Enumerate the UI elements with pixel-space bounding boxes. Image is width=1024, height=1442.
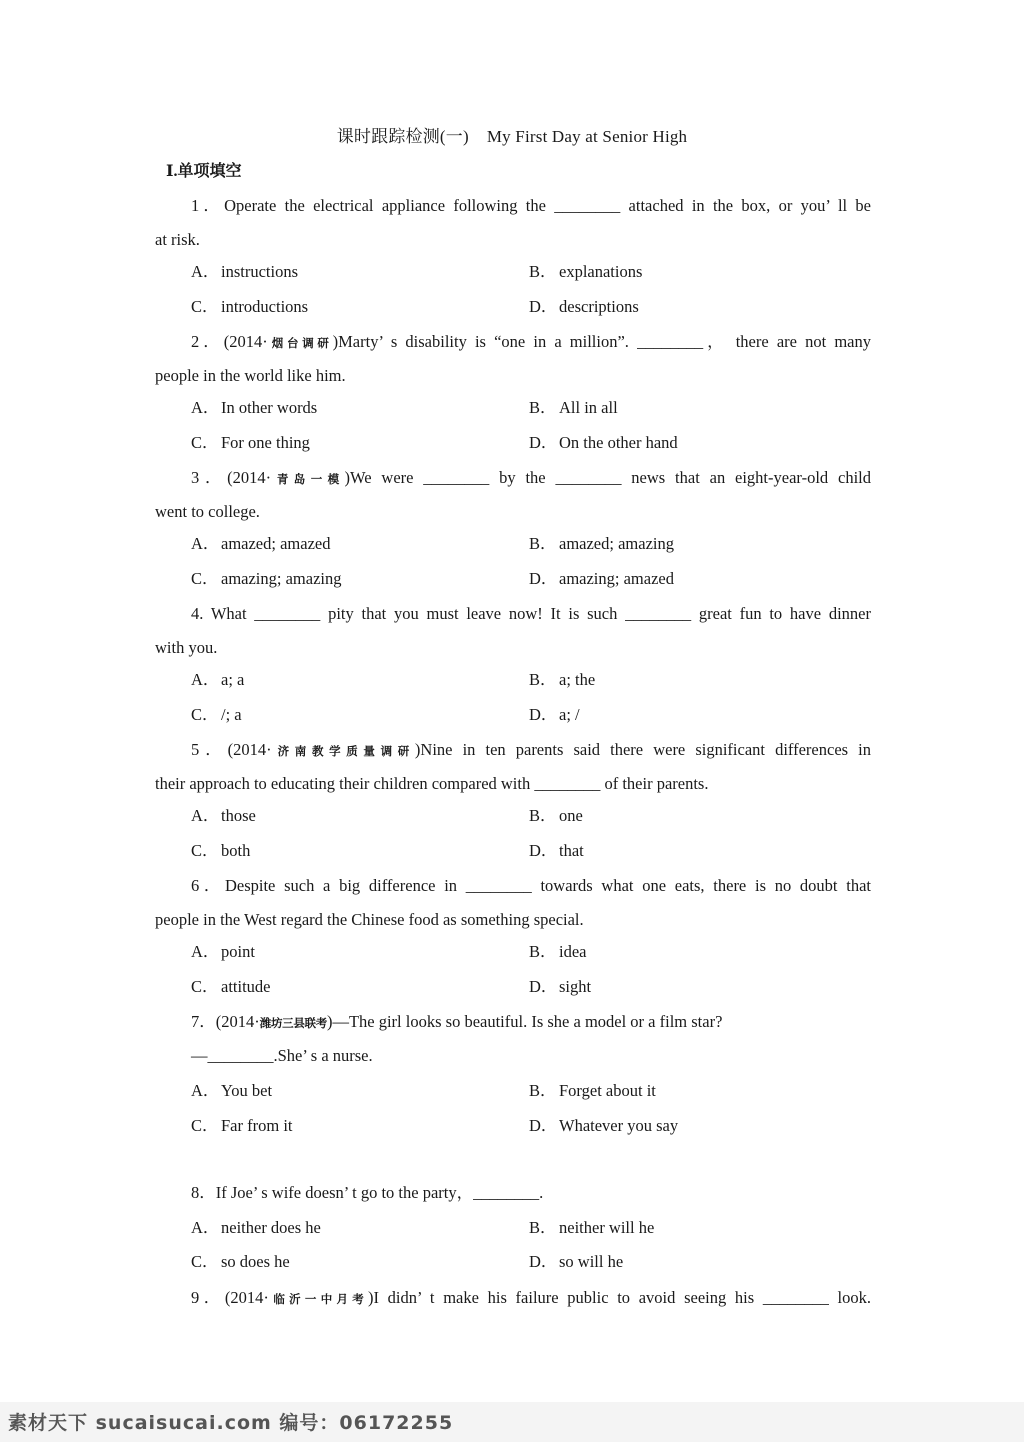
question-1-option-a: A．instructions (191, 262, 298, 281)
question-8-line-1: 8．If Joe’ s wife doesn’ t go to the party，________. (191, 1183, 544, 1202)
question-2-option-b: B． All in all (529, 398, 618, 417)
question-9-source: 临沂一中月考 (268, 1292, 368, 1306)
question-4-option-c: C． /; a (191, 705, 242, 724)
question-7-option-d: D．Whatever you say (529, 1116, 679, 1135)
question-2-option-c: C． For one thing (191, 433, 310, 452)
question-6-option-d: D．sight (529, 977, 592, 996)
question-5-source: 济南教学质量调研 (271, 744, 415, 758)
question-7-option-b: B． Forget about it (529, 1081, 656, 1100)
question-2-line-2: people in the world like him. (155, 366, 346, 385)
question-4-line-1: 4. What ________ pity that you must leave now! It is such ________ great fun to have dinner (191, 604, 871, 623)
question-5-option-a: A．those (191, 806, 256, 825)
question-4-option-b: B． a; the (529, 670, 596, 689)
question-3-line-1: 3．(2014·青岛一模)We were ________ by the ________ news that an eight-year-old child (191, 468, 871, 487)
question-8-option-b: B． neither will he (529, 1218, 655, 1237)
question-8-option-d: D．so will he (529, 1252, 624, 1271)
question-4-line-2: with you. (155, 638, 218, 657)
question-5-option-b: B． one (529, 806, 583, 825)
question-1-line-2: at risk. (155, 230, 200, 249)
question-9-line-1: 9．(2014·临沂一中月考)I didn’ t make his failure public to avoid seeing his ________ look. (191, 1288, 871, 1307)
question-5-option-c: C． both (191, 841, 251, 860)
question-3-option-a: A．amazed; amazed (191, 534, 331, 553)
question-1-option-c: C． introductions (191, 297, 309, 316)
question-3-option-c: C． amazing; amazing (191, 569, 342, 588)
watermark-bar (0, 1402, 1024, 1442)
question-2-option-a: A．In other words (191, 398, 318, 417)
question-8-option-c: C． so does he (191, 1252, 290, 1271)
question-5-line-2: their approach to educating their children compared with ________ of their parents. (155, 774, 709, 793)
question-3-option-b: B． amazed; amazing (529, 534, 674, 553)
question-5-option-d: D．that (529, 841, 584, 860)
question-4-option-d: D．a; / (529, 705, 580, 724)
question-3-option-d: D．amazing; amazed (529, 569, 674, 588)
question-2-option-d: D．On the other hand (529, 433, 678, 452)
title-chinese: 课时跟踪检测(一) (336, 127, 469, 146)
page-title (0, 122, 1024, 147)
question-4-option-a: A．a; a (191, 670, 245, 689)
question-2-source: 烟台调研 (267, 336, 333, 350)
question-1-line-1: 1．Operate the electrical appliance following the ________ attached in the box, or you’ ll be (191, 196, 871, 215)
question-1-option-b: B． explanations (529, 262, 643, 281)
question-6-option-b: B． idea (529, 942, 587, 961)
question-7-line-1: 7．(2014·潍坊三县联考)—The girl looks so beautiful. Is she a model or a film star? (191, 1012, 723, 1031)
question-3-line-2: went to college. (155, 502, 260, 521)
question-7-source: 潍坊三县联考 (259, 1016, 327, 1030)
section-heading: Ⅰ.单项填空 (166, 163, 242, 180)
watermark-text: 素材天下 sucaisucai.com 编号：06172255 (8, 1412, 454, 1434)
question-6-line-2: people in the West regard the Chinese food as something special. (155, 910, 584, 929)
question-5-line-1: 5．(2014·济南教学质量调研)Nine in ten parents said there were significant differences in (191, 740, 871, 759)
question-2-line-1: 2．(2014·烟台调研)Marty’ s disability is “one in a million”. ________， there are not many (191, 332, 871, 351)
question-6-option-c: C． attitude (191, 977, 271, 996)
question-8-option-a: A．neither does he (191, 1218, 321, 1237)
title-english: My First Day at Senior High (486, 127, 688, 146)
question-7-line-2: —________.She’ s a nurse. (191, 1046, 373, 1065)
question-6-line-1: 6．Despite such a big difference in ________ towards what one eats, there is no doubt that (191, 876, 871, 895)
question-7-option-a: A．You bet (191, 1081, 273, 1100)
question-7-option-c: C． Far from it (191, 1116, 293, 1135)
question-3-source: 青岛一模 (271, 472, 345, 486)
question-1-option-d: D．descriptions (529, 297, 639, 316)
question-6-option-a: A．point (191, 942, 255, 961)
